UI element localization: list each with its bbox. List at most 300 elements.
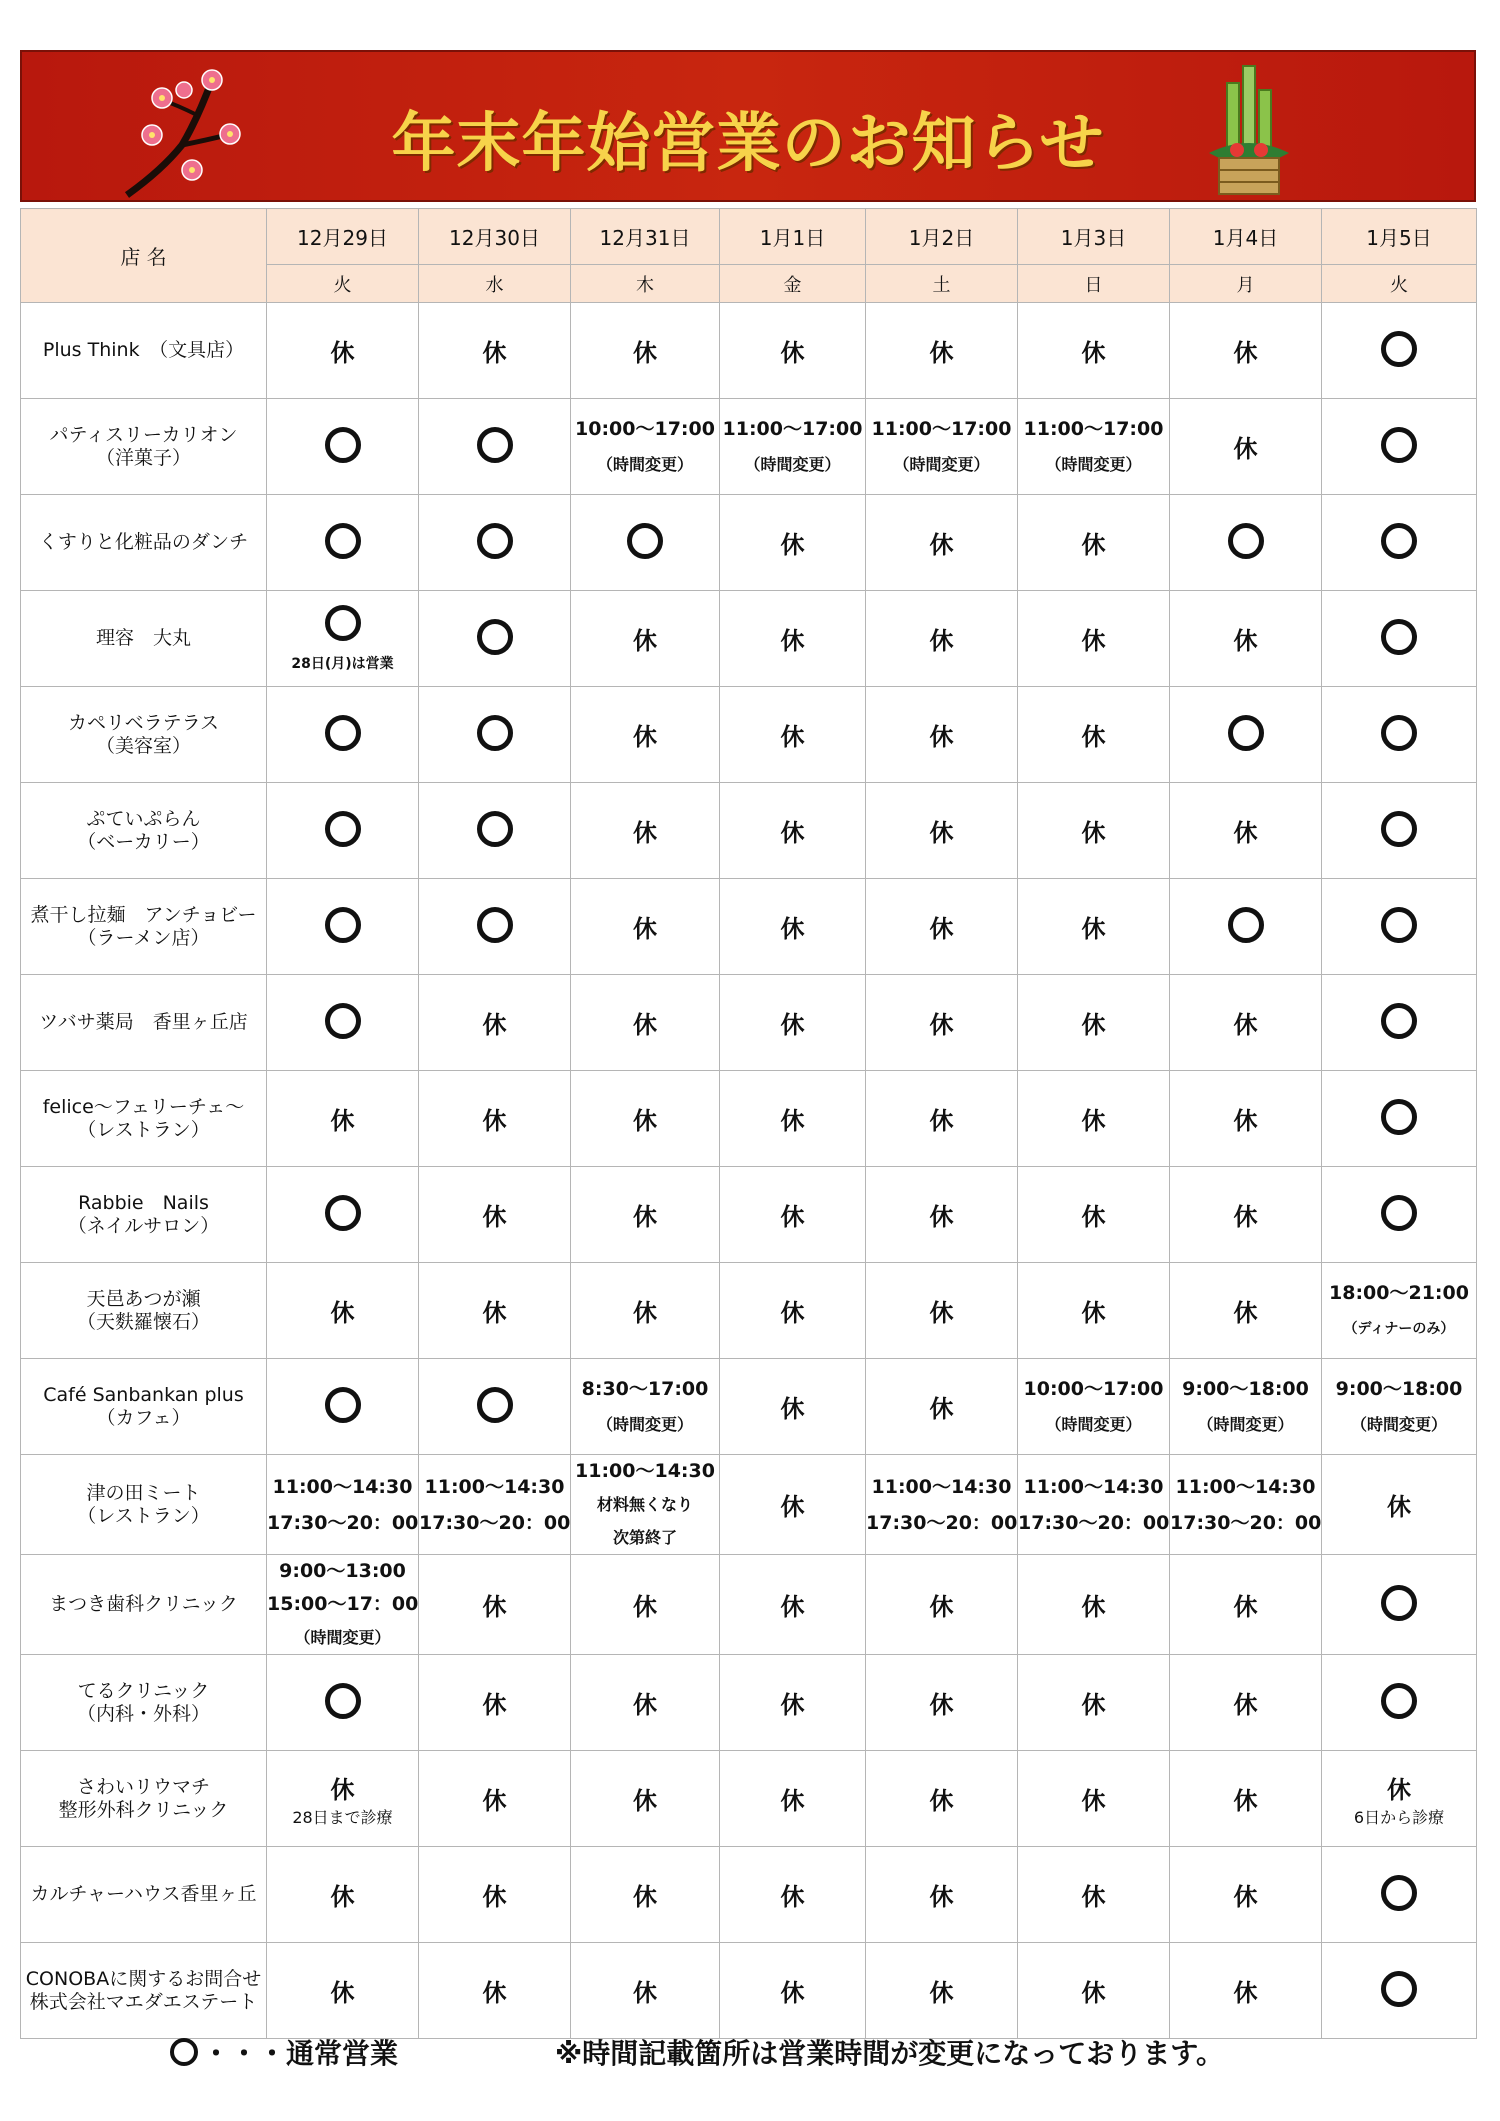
closed-mark: 休 <box>633 627 657 655</box>
store-name-line: カルチャーハウス香里ヶ丘 <box>30 1883 257 1905</box>
store-name-line: パティスリーカリオン <box>49 423 238 446</box>
store-name <box>21 687 267 783</box>
store-name-line: （ラーメン店） <box>77 926 210 949</box>
open-circle-icon <box>325 907 361 943</box>
closed-mark: 休 <box>780 1299 805 1327</box>
schedule-cell <box>1322 591 1477 687</box>
store-name <box>21 1071 267 1167</box>
schedule-cell <box>720 1167 866 1263</box>
schedule-table <box>20 208 1477 2039</box>
store-name <box>21 399 267 495</box>
schedule-cell <box>720 1847 866 1943</box>
closed-mark: 休 <box>482 1883 507 1911</box>
cell-text: 11:00～14:30 <box>871 1475 1012 1498</box>
closed-mark: 休 <box>633 1203 657 1231</box>
closed-mark: 休 <box>1233 339 1258 367</box>
closed-mark: 休 <box>929 339 954 367</box>
open-circle-icon <box>1228 715 1264 751</box>
weekday-header: 月 <box>1170 265 1322 303</box>
open-circle-icon <box>477 523 513 559</box>
schedule-cell <box>571 783 720 879</box>
store-name-line: 理容 大丸 <box>95 627 191 649</box>
cell-text: 8:30～17:00 <box>581 1377 709 1400</box>
schedule-cell <box>1018 1943 1170 2039</box>
schedule-cell <box>1322 1071 1477 1167</box>
table-row <box>21 399 1477 495</box>
schedule-cell <box>1018 1455 1170 1555</box>
cell-text: 28日(月)は営業 <box>291 655 394 672</box>
table-row <box>21 1655 1477 1751</box>
schedule-cell <box>571 1455 720 1555</box>
weekday-header: 木 <box>571 265 720 303</box>
schedule-cell <box>267 1555 419 1655</box>
cell-text: （時間変更） <box>893 454 990 474</box>
schedule-cell <box>866 591 1018 687</box>
schedule-cell <box>1322 1455 1477 1555</box>
cell-text: 17:30～20：00 <box>419 1511 571 1534</box>
closed-mark: 休 <box>780 1593 805 1621</box>
table-row <box>21 1263 1477 1359</box>
schedule-cell <box>267 1455 419 1555</box>
open-circle-icon <box>1381 1875 1417 1911</box>
store-name <box>21 879 267 975</box>
schedule-cell <box>267 1943 419 2039</box>
schedule-cell <box>571 1751 720 1847</box>
closed-mark: 休 <box>1081 1979 1106 2007</box>
closed-mark: 休 <box>633 1787 657 1815</box>
cell-text: （時間変更） <box>1350 1414 1447 1434</box>
schedule-cell <box>1018 1071 1170 1167</box>
schedule-cell <box>720 399 866 495</box>
weekday-header: 火 <box>1322 265 1477 303</box>
table-row <box>21 1359 1477 1455</box>
table-row <box>21 591 1477 687</box>
store-name-line: （内科・外科） <box>76 1702 210 1725</box>
schedule-cell <box>720 783 866 879</box>
cell-text: （時間変更） <box>596 1414 693 1434</box>
header-banner <box>20 50 1476 202</box>
store-name-line: （ネイルサロン） <box>67 1214 220 1237</box>
closed-mark: 休 <box>1233 1691 1258 1719</box>
schedule-cell <box>720 1071 866 1167</box>
schedule-cell <box>571 687 720 783</box>
table-row <box>21 1943 1477 2039</box>
store-name-line: Plus Think （文具店） <box>42 339 245 361</box>
schedule-cell <box>571 1359 720 1455</box>
closed-mark: 休 <box>633 1691 657 1719</box>
cell-text: （時間変更） <box>294 1628 391 1647</box>
closed-mark: 休 <box>330 1299 355 1327</box>
schedule-cell <box>1170 495 1322 591</box>
schedule-cell <box>1322 1943 1477 2039</box>
closed-mark: 休 <box>1081 1691 1106 1719</box>
schedule-cell <box>571 879 720 975</box>
open-circle-icon <box>325 811 361 847</box>
schedule-cell <box>571 1555 720 1655</box>
schedule-cell <box>419 303 571 399</box>
table-row <box>21 879 1477 975</box>
open-circle-icon <box>1381 619 1417 655</box>
open-circle-icon <box>170 2038 198 2066</box>
schedule-cell <box>720 1655 866 1751</box>
closed-mark: 休 <box>929 1979 954 2007</box>
store-name-line: 株式会社マエダエステート <box>29 1990 258 2013</box>
closed-mark: 休 <box>482 1691 507 1719</box>
store-name-line: ツバサ薬局 香里ヶ丘店 <box>39 1011 248 1033</box>
schedule-cell <box>571 1071 720 1167</box>
closed-mark: 休 <box>929 723 954 751</box>
schedule-cell <box>866 1943 1018 2039</box>
schedule-cell <box>1018 1847 1170 1943</box>
store-name-line: （洋菓子） <box>95 446 191 469</box>
store-name-header: 店 名 <box>21 209 267 303</box>
closed-mark: 休 <box>929 1593 954 1621</box>
closed-mark: 休 <box>780 1787 805 1815</box>
closed-mark: 休 <box>482 1203 507 1231</box>
schedule-cell <box>267 879 419 975</box>
kadomatsu-icon <box>1199 58 1299 198</box>
cell-text: 材料無くなり <box>596 1495 693 1514</box>
closed-mark: 休 <box>1081 723 1106 751</box>
store-name <box>21 591 267 687</box>
cell-text: 10:00～17:00 <box>575 417 715 440</box>
cell-text: 9:00～18:00 <box>1335 1377 1463 1400</box>
open-circle-icon <box>325 427 361 463</box>
open-circle-icon <box>1381 1003 1417 1039</box>
open-circle-icon <box>477 811 513 847</box>
table-row <box>21 687 1477 783</box>
table-row <box>21 783 1477 879</box>
schedule-cell <box>1322 1751 1477 1847</box>
schedule-cell <box>267 687 419 783</box>
closed-mark: 休 <box>482 1787 507 1815</box>
closed-mark: 休 <box>330 1883 355 1911</box>
schedule-cell <box>1170 1555 1322 1655</box>
schedule-cell <box>1170 303 1322 399</box>
schedule-cell <box>1170 1751 1322 1847</box>
store-name <box>21 1167 267 1263</box>
schedule-cell <box>866 1071 1018 1167</box>
schedule-cell <box>866 975 1018 1071</box>
schedule-cell <box>1170 1455 1322 1555</box>
schedule-cell <box>419 975 571 1071</box>
schedule-cell <box>419 1263 571 1359</box>
schedule-cell <box>1018 1167 1170 1263</box>
closed-mark: 休 <box>633 1299 657 1327</box>
table-body <box>21 303 1477 2039</box>
closed-mark: 休 <box>1233 1107 1258 1135</box>
cell-text: （時間変更） <box>1197 1414 1294 1434</box>
cell-text: （時間変更） <box>596 454 693 474</box>
open-circle-icon <box>325 1683 361 1719</box>
open-circle-icon <box>1381 1585 1417 1621</box>
closed-mark: 休 <box>929 627 954 655</box>
schedule-cell <box>1170 1943 1322 2039</box>
closed-mark: 休 <box>780 627 805 655</box>
schedule-cell <box>866 495 1018 591</box>
schedule-cell <box>1170 1847 1322 1943</box>
closed-mark: 休 <box>780 723 805 751</box>
schedule-cell <box>1322 1263 1477 1359</box>
table-row <box>21 303 1477 399</box>
closed-mark: 休 <box>780 1011 805 1039</box>
table-row <box>21 975 1477 1071</box>
date-header: 12月30日 <box>419 209 571 265</box>
open-circle-icon <box>1381 1683 1417 1719</box>
closed-mark: 休 <box>1387 1493 1411 1521</box>
closed-mark: 休 <box>633 339 657 367</box>
schedule-cell <box>419 1847 571 1943</box>
closed-mark: 休 <box>780 1107 805 1135</box>
open-circle-icon <box>1381 523 1417 559</box>
closed-mark: 休 <box>1233 1203 1258 1231</box>
date-header: 12月31日 <box>571 209 720 265</box>
store-name <box>21 1847 267 1943</box>
schedule-cell <box>1170 591 1322 687</box>
open-circle-icon <box>1381 715 1417 751</box>
schedule-cell <box>267 783 419 879</box>
schedule-cell <box>866 879 1018 975</box>
schedule-cell <box>1170 399 1322 495</box>
open-circle-icon <box>1381 1971 1417 2007</box>
closed-mark: 休 <box>780 1979 805 2007</box>
closed-mark: 休 <box>330 1979 355 2007</box>
schedule-cell <box>866 1359 1018 1455</box>
closed-mark: 休 <box>929 1883 954 1911</box>
closed-mark: 休 <box>1233 819 1258 847</box>
schedule-cell <box>267 1655 419 1751</box>
open-circle-icon <box>1381 811 1417 847</box>
table-header <box>21 209 1477 303</box>
store-name-line: （美容室） <box>95 734 191 757</box>
closed-mark: 休 <box>780 1203 805 1231</box>
store-name <box>21 495 267 591</box>
schedule-cell <box>267 1263 419 1359</box>
open-circle-icon <box>477 427 513 463</box>
schedule-cell <box>1018 591 1170 687</box>
closed-mark: 休 <box>633 1107 657 1135</box>
weekday-header: 金 <box>720 265 866 303</box>
schedule-cell <box>1322 1555 1477 1655</box>
schedule-cell <box>1018 879 1170 975</box>
cell-text: 10:00～17:00 <box>1023 1377 1164 1400</box>
closed-mark: 休 <box>633 1883 657 1911</box>
weekday-header: 水 <box>419 265 571 303</box>
closed-mark: 休 <box>1233 1883 1258 1911</box>
schedule-cell <box>1322 1359 1477 1455</box>
closed-mark: 休 <box>330 1107 355 1135</box>
schedule-cell <box>720 495 866 591</box>
schedule-cell <box>866 1167 1018 1263</box>
open-circle-icon <box>1381 331 1417 367</box>
schedule-cell <box>1322 495 1477 591</box>
open-circle-icon <box>1228 907 1264 943</box>
weekday-header: 火 <box>267 265 419 303</box>
closed-mark: 休 <box>1081 1787 1106 1815</box>
schedule-cell <box>1322 1655 1477 1751</box>
store-name <box>21 1555 267 1655</box>
schedule-cell <box>1018 1359 1170 1455</box>
closed-mark: 休 <box>780 1691 805 1719</box>
cell-text: 11:00～14:30 <box>575 1460 715 1482</box>
schedule-cell <box>571 495 720 591</box>
schedule-cell <box>720 975 866 1071</box>
store-name-line: （レストラン） <box>77 1118 210 1141</box>
cell-text: 17:30～20：00 <box>1018 1511 1170 1534</box>
open-circle-icon <box>477 1387 513 1423</box>
store-name <box>21 975 267 1071</box>
schedule-cell <box>267 1359 419 1455</box>
table-row <box>21 1847 1477 1943</box>
schedule-cell <box>419 1751 571 1847</box>
schedule-cell <box>1018 495 1170 591</box>
open-circle-icon <box>1381 1099 1417 1135</box>
closed-mark: 休 <box>929 1011 954 1039</box>
schedule-cell <box>866 1555 1018 1655</box>
date-header: 1月2日 <box>866 209 1018 265</box>
cell-text: 11:00～14:30 <box>1023 1475 1164 1498</box>
schedule-cell <box>866 687 1018 783</box>
closed-mark: 休 <box>1081 819 1106 847</box>
cell-text: 28日まで診療 <box>292 1807 393 1827</box>
schedule-cell <box>1170 783 1322 879</box>
closed-mark: 休 <box>482 1299 507 1327</box>
schedule-cell <box>866 1263 1018 1359</box>
schedule-cell <box>267 1071 419 1167</box>
schedule-cell <box>419 879 571 975</box>
closed-mark: 休 <box>1233 1979 1258 2007</box>
cell-text: 9:00～13:00 <box>279 1560 406 1582</box>
schedule-cell <box>419 1943 571 2039</box>
cell-text: 11:00～14:30 <box>1175 1475 1316 1498</box>
schedule-cell <box>1322 687 1477 783</box>
legend-text: ・・・通常営業 <box>202 2037 399 2070</box>
store-name-line: （カフェ） <box>96 1406 191 1429</box>
schedule-cell <box>571 399 720 495</box>
closed-mark: 休 <box>1081 1203 1106 1231</box>
closed-mark: 休 <box>633 1593 657 1621</box>
store-name-line: くすりと化粧品のダンチ <box>38 531 249 553</box>
schedule-cell <box>720 1943 866 2039</box>
closed-mark: 休 <box>1081 1011 1106 1039</box>
table-row <box>21 495 1477 591</box>
store-name-line: CONOBAに関するお問合せ <box>25 1967 262 1990</box>
closed-mark: 休 <box>482 1593 507 1621</box>
cell-text: 17:30～20：00 <box>1170 1511 1322 1534</box>
cell-text: 11:00～14:30 <box>424 1475 565 1498</box>
schedule-cell <box>720 879 866 975</box>
schedule-cell <box>267 1847 419 1943</box>
date-header: 12月29日 <box>267 209 419 265</box>
store-name-line: Café Sanbankan plus <box>43 1383 244 1406</box>
open-circle-icon <box>325 715 361 751</box>
schedule-cell <box>419 1455 571 1555</box>
closed-mark: 休 <box>929 1691 954 1719</box>
closed-mark: 休 <box>929 915 954 943</box>
schedule-cell <box>866 1455 1018 1555</box>
schedule-cell <box>571 1655 720 1751</box>
store-name-line: （天麩羅懐石） <box>76 1310 210 1333</box>
schedule-cell <box>720 1359 866 1455</box>
cell-text: 11:00～14:30 <box>272 1475 413 1498</box>
store-name <box>21 1751 267 1847</box>
schedule-cell <box>866 1751 1018 1847</box>
date-header: 1月4日 <box>1170 209 1322 265</box>
schedule-cell <box>720 303 866 399</box>
cell-text: 15:00～17：00 <box>267 1593 419 1615</box>
closed-mark: 休 <box>929 1787 954 1815</box>
schedule-cell <box>1170 1655 1322 1751</box>
store-name-line: ぷていぷらん <box>86 807 201 830</box>
cell-text: 17:30～20：00 <box>866 1511 1018 1534</box>
cell-text: 11:00～17:00 <box>871 417 1012 440</box>
store-name-line: Rabbie Nails <box>78 1191 209 1214</box>
closed-mark: 休 <box>1387 1775 1411 1804</box>
schedule-cell <box>1170 879 1322 975</box>
closed-mark: 休 <box>1233 435 1258 463</box>
open-circle-icon <box>627 523 663 559</box>
open-circle-icon <box>325 605 361 641</box>
closed-mark: 休 <box>1081 1107 1106 1135</box>
closed-mark: 休 <box>1081 1883 1106 1911</box>
closed-mark: 休 <box>633 1979 657 2007</box>
schedule-cell <box>571 591 720 687</box>
schedule-cell <box>267 495 419 591</box>
schedule-cell <box>720 1263 866 1359</box>
schedule-cell <box>267 303 419 399</box>
schedule-cell <box>1018 399 1170 495</box>
schedule-cell <box>866 783 1018 879</box>
schedule-cell <box>1018 975 1170 1071</box>
schedule-cell <box>720 1455 866 1555</box>
closed-mark: 休 <box>929 1299 954 1327</box>
closed-mark: 休 <box>633 1011 657 1039</box>
schedule-cell <box>1018 303 1170 399</box>
store-name-line: まつき歯科クリニック <box>49 1593 238 1615</box>
schedule-cell <box>419 495 571 591</box>
schedule-cell <box>1018 1751 1170 1847</box>
schedule-cell <box>1322 975 1477 1071</box>
schedule-cell <box>267 1751 419 1847</box>
closed-mark: 休 <box>780 1395 805 1423</box>
open-circle-icon <box>477 715 513 751</box>
closed-mark: 休 <box>633 915 657 943</box>
store-name-line: 天邑あつが瀬 <box>86 1287 201 1310</box>
cell-text: 18:00～21:00 <box>1329 1281 1469 1304</box>
store-name <box>21 1655 267 1751</box>
schedule-cell <box>1322 303 1477 399</box>
schedule-cell <box>720 687 866 783</box>
closed-mark: 休 <box>780 1493 805 1521</box>
closed-mark: 休 <box>780 339 805 367</box>
store-name-line: さわいリウマチ <box>76 1775 210 1798</box>
schedule-cell <box>419 1359 571 1455</box>
closed-mark: 休 <box>1233 1011 1258 1039</box>
schedule-cell <box>419 1167 571 1263</box>
open-circle-icon <box>1228 523 1264 559</box>
store-name <box>21 1359 267 1455</box>
closed-mark: 休 <box>780 915 805 943</box>
cell-text: 17:30～20：00 <box>267 1511 419 1534</box>
closed-mark: 休 <box>482 1011 507 1039</box>
schedule-cell <box>1322 1847 1477 1943</box>
cell-text: （時間変更） <box>1045 454 1142 474</box>
table-row <box>21 1167 1477 1263</box>
cell-text: （ディナーのみ） <box>1343 1320 1455 1337</box>
closed-mark: 休 <box>929 1107 954 1135</box>
date-header: 1月1日 <box>720 209 866 265</box>
closed-mark: 休 <box>482 1979 507 2007</box>
